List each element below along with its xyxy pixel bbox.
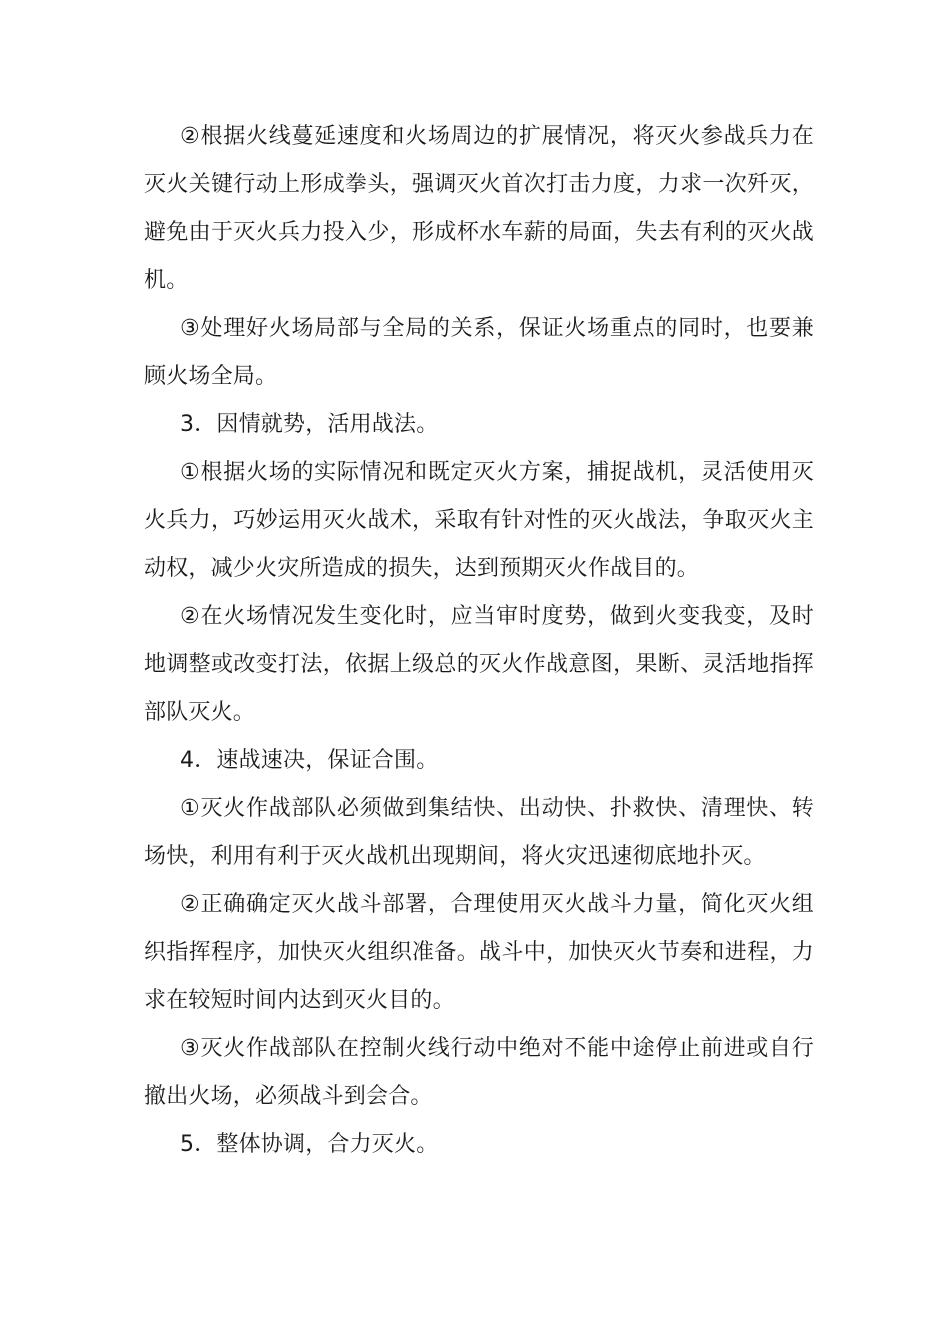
paragraph-adapt-to-change: ②在火场情况发生变化时，应当审时度势，做到火变我变，及时地调整或改变打法，依据上级总的灭火作战意图，果断、灵活地指挥部队灭火。: [144, 604, 814, 725]
paragraph-local-global: ③处理好火场局部与全局的关系，保证火场重点的同时，也要兼顾火场全局。: [144, 316, 814, 389]
paragraph-flexible-tactics: ①根据火场的实际情况和既定灭火方案，捕捉战机，灵活使用灭火兵力，巧妙运用灭火战术，采取有针对性的灭火战法，争取灭火主动权，减少火灾所造成的损失，达到预期灭火作战目的。: [144, 460, 814, 581]
heading-section-3: 3．因情就势，活用战法。: [180, 412, 439, 437]
heading-section-4: 4．速战速决，保证合围。: [180, 748, 439, 773]
heading-section-5: 5．整体协调，合力灭火。: [180, 1132, 439, 1157]
paragraph-no-retreat: ③灭火作战部队在控制火线行动中绝对不能中途停止前进或自行撤出火场，必须战斗到会合。: [144, 1036, 814, 1109]
paragraph-rapid-action: ①灭火作战部队必须做到集结快、出动快、扑救快、清理快、转场快，利用有利于灭火战机出现期间，将火灾迅速彻底地扑灭。: [144, 796, 814, 869]
paragraph-deployment: ②正确确定灭火战斗部署，合理使用灭火战斗力量，简化灭火组织指挥程序，加快灭火组织准备。战斗中，加快灭火节奏和进程，力求在较短时间内达到灭火目的。: [144, 892, 814, 1013]
document-body: [144, 113, 814, 1169]
paragraph-concentrate-forces: ②根据火线蔓延速度和火场周边的扩展情况，将灭火参战兵力在灭火关键行动上形成拳头，强调灭火首次打击力度，力求一次歼灭，避免由于灭火兵力投入少，形成杯水车薪的局面，失去有利的灭火战机。: [144, 124, 814, 293]
